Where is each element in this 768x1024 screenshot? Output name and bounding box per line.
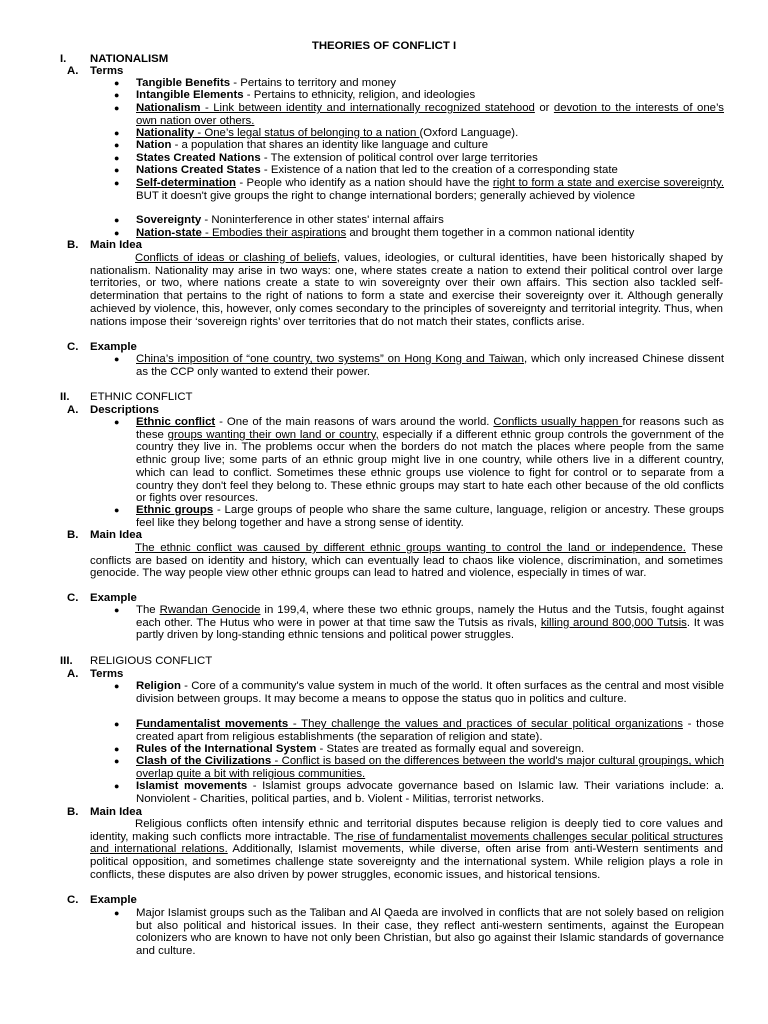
subheading-example: C. Example: [67, 341, 137, 353]
subheading-example: C. Example: [67, 894, 137, 906]
subheading-descriptions: A. Descriptions: [67, 404, 159, 416]
bullet-icon: ●: [114, 605, 120, 615]
term-nation-state: ● Nation-state - Embodies their aspirations and brought them together in a common national identity: [114, 227, 635, 239]
main-idea-paragraph: Religious conflicts often intensify ethnic and territorial disputes because religion is deeply tied to core values and identity, making such conflicts more intractable. The rise of fundamentalist movements challenges secular political structures and international relations. Additionally, Islamist movements, while diverse, often arise from anti-Western sentiments and political opposition, and sometimes challenge state sovereignty and the international system. While religion plays a role in conflicts, these disputes are also driven by power struggles, economic issues, and historical tensions.: [90, 818, 723, 881]
bullet-icon: ●: [114, 228, 120, 238]
example-rwanda: ● The Rwandan Genocide in 199,4, where these two ethnic groups, namely the Hutus and the Tutsis, fought against each other. The Hutus who were in power at that time saw the Tutsis as rivals, killing around 800,000 Tutsis. It was partly driven by long-standing ethnic tensions and political power struggles.: [114, 604, 724, 642]
bullet-icon: ●: [114, 178, 120, 188]
bullet-icon: ●: [114, 719, 120, 729]
bullet-icon: ●: [114, 756, 120, 766]
subheading-main-idea: B. Main Idea: [67, 529, 142, 541]
bullet-icon: ●: [114, 215, 120, 225]
term-religion: ● Religion - Core of a community's value system in much of the world. It often surfaces as the central and most visible division between groups. It may become a means to oppose the status quo in politics and culture.: [114, 680, 724, 705]
subheading-terms: A. Terms: [67, 65, 124, 77]
bullet-icon: ●: [114, 90, 120, 100]
bullet-icon: ●: [114, 744, 120, 754]
main-idea-paragraph: The ethnic conflict was caused by different ethnic groups wanting to control the land or independence. These conflicts are based on identity and history, which can eventually lead to chaos like violence, discrimination, and sometimes genocide. The way people view other ethnic groups can lead to hatred and violence, especially in times of war.: [90, 542, 723, 580]
bullet-icon: ●: [114, 140, 120, 150]
page-title: THEORIES OF CONFLICT I: [311, 40, 457, 52]
term-nationalism: ● Nationalism - Link between identity and internationally recognized statehood or devotion to the interests of one’s own nation over others.: [114, 102, 725, 127]
description-ethnic-groups: ● Ethnic groups - Large groups of people who share the same culture, language, religion or ancestry. These groups feel like they belong together and have a strong sense of identity.: [114, 504, 724, 529]
term-self-determination: ● Self-determination - People who identify as a nation should have the right to form a state and exercise sovereignty. BUT it doesn't give groups the right to change international borders; generally achieved by violence: [114, 177, 725, 202]
bullet-icon: ●: [114, 103, 120, 113]
subheading-example: C. Example: [67, 592, 137, 604]
term-fundamentalist-movements: ● Fundamentalist movements - They challenge the values and practices of secular political organizations - those created apart from religious establishments (the separation of religion and state).: [114, 718, 724, 743]
term-tangible-benefits: ● Tangible Benefits - Pertains to territory and money: [114, 77, 396, 89]
section-heading-religious-conflict: III. RELIGIOUS CONFLICT: [60, 655, 213, 667]
bullet-icon: ●: [114, 78, 120, 88]
term-nationality: ● Nationality - One’s legal status of belonging to a nation (Oxford Language).: [114, 127, 519, 139]
bullet-icon: ●: [114, 165, 120, 175]
subheading-terms: A. Terms: [67, 668, 124, 680]
bullet-icon: ●: [114, 781, 120, 791]
subheading-main-idea: B. Main Idea: [67, 239, 142, 251]
term-rules-international-system: ● Rules of the International System - States are treated as formally equal and sovereign.: [114, 743, 585, 755]
term-nation: ● Nation - a population that shares an identity like language and culture: [114, 139, 489, 151]
bullet-icon: ●: [114, 681, 120, 691]
bullet-icon: ●: [114, 354, 120, 364]
term-clash-of-civilizations: ● Clash of the Civilizations - Conflict is based on the differences between the world's major cultural groupings, which overlap quite a bit with religious communities.: [114, 755, 724, 780]
section-heading-nationalism: I. NATIONALISM: [60, 53, 169, 65]
subheading-main-idea: B. Main Idea: [67, 806, 142, 818]
term-nations-created-states: ● Nations Created States - Existence of a nation that led to the creation of a corresponding state: [114, 164, 618, 176]
term-sovereignty: ● Sovereignty - Noninterference in other states' internal affairs: [114, 214, 444, 226]
section-heading-ethnic-conflict: II. ETHNIC CONFLICT: [60, 391, 193, 403]
bullet-icon: ●: [114, 153, 120, 163]
bullet-icon: ●: [114, 908, 120, 918]
description-ethnic-conflict: ● Ethnic conflict - One of the main reasons of wars around the world. Conflicts usually happen for reasons such as these groups wanting their own land or country, especially if a different ethnic group controls the government of the country they live in. The problems occur when the borders do not match the places where people from the same ethnic group live; some parts of an ethnic group might live in one country, while others live in a different country, which can lead to conflict. Sometimes these ethnic groups use violence to fight for control or to separate from a country they don't feel they belong to. These ethnic groups may start to hate each other because of the old conflicts or fights over resources.: [114, 416, 725, 505]
term-intangible-elements: ● Intangible Elements - Pertains to ethnicity, religion, and ideologies: [114, 89, 476, 101]
main-idea-paragraph: Conflicts of ideas or clashing of beliefs, values, ideologies, or cultural identities, have been historically shaped by nationalism. Nationality may arise in two ways: one, where states create a nation to extend their political control over large territories, or two, where nations create a state to win sovereignty over their own affairs. This section also tackled self-determination that pertains to the right of nations to form a state and exercise their sovereignty over it. Although generally achieved by violence, this, however, only comes secondary to the principles of sovereignty and territorial integrity. Thus, when nations impose their ‘sovereign rights’ over territories that do not match their states, conflicts arise.: [90, 252, 723, 328]
bullet-icon: ●: [114, 128, 120, 138]
term-islamist-movements: ● Islamist movements - Islamist groups advocate governance based on Islamic law. Their variations include: a. Nonviolent - Charities, political parties, and b. Violent - Militias, terrorist networks.: [114, 780, 725, 805]
example-china: ● China’s imposition of “one country, two systems” on Hong Kong and Taiwan, which only increased Chinese dissent as the CCP only wanted to extend their power.: [114, 353, 725, 378]
bullet-icon: ●: [114, 417, 120, 427]
bullet-icon: ●: [114, 505, 120, 515]
term-states-created-nations: ● States Created Nations - The extension of political control over large territories: [114, 152, 538, 164]
example-islamist-groups: ● Major Islamist groups such as the Taliban and Al Qaeda are involved in conflicts that are not solely based on religion but also political and historical issues. In their case, they reflect anti-western sentiments, against the European colonizers who are known to have not only been Christian, but also go against their Islamic standards of governance and culture.: [114, 907, 724, 958]
